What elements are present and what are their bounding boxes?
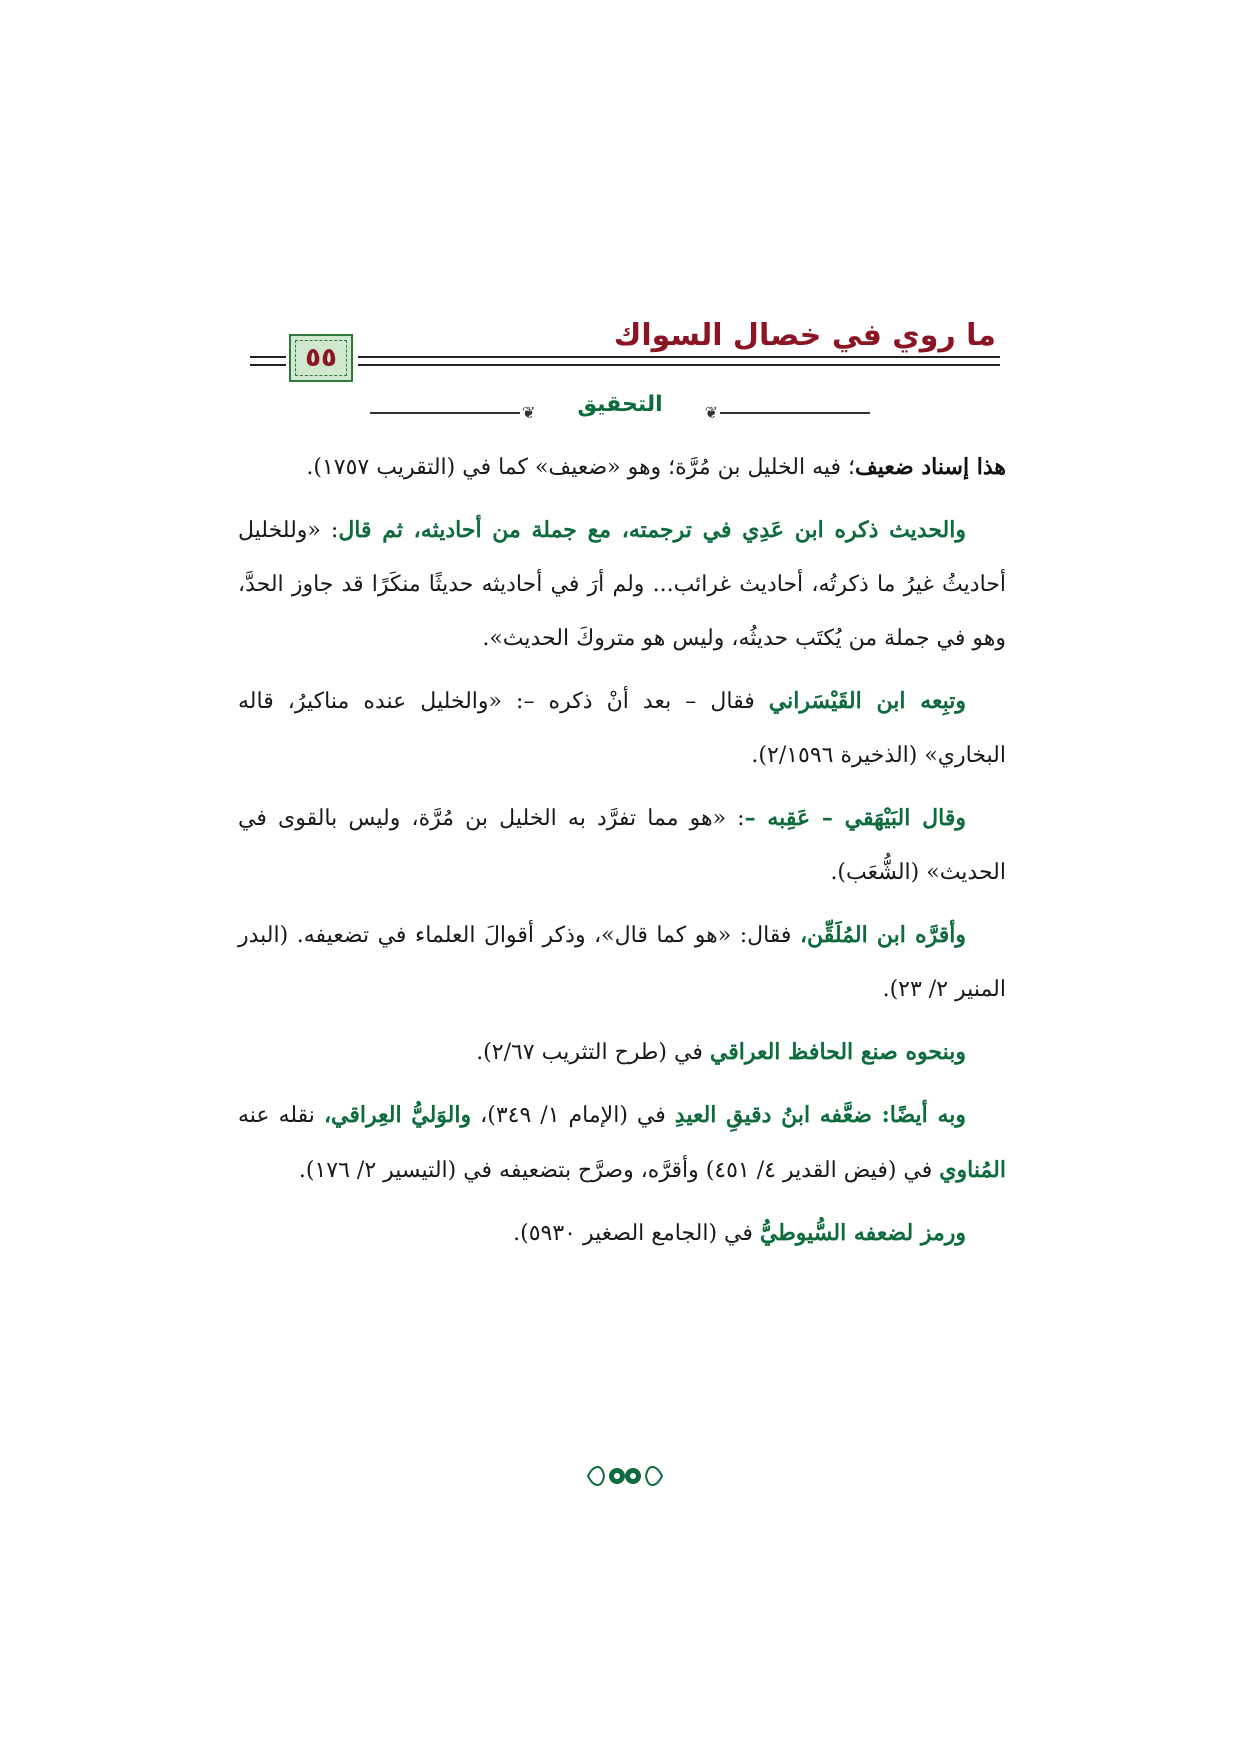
header-rule-bottom bbox=[358, 364, 1000, 366]
highlighted-phrase: وبه أيضًا: ضعَّفه ابنُ دقيقِ العيدِ bbox=[674, 1102, 967, 1128]
header-rule-left-bottom bbox=[250, 364, 286, 366]
paragraph-5 bbox=[238, 908, 1006, 1017]
highlighted-phrase: وبنحوه صنع الحافظ العراقي bbox=[709, 1039, 966, 1065]
body-text bbox=[238, 440, 1006, 1269]
highlighted-phrase: ورمز لضعفه السُّيوطيُّ bbox=[759, 1220, 966, 1246]
section-title: التحقيق bbox=[577, 392, 663, 417]
highlighted-phrase: والحديث ذكره ابن عَدِي في ترجمته، مع جملة من أحاديثه، ثم قال bbox=[338, 517, 966, 543]
page-number-badge bbox=[289, 334, 353, 382]
text-run: فقال – بعد أنْ ذكره –: «والخليل عنده مناكيرُ، قاله البخاري» (الذخيرة ٢/١٥٩٦). bbox=[238, 689, 1006, 768]
highlighted-phrase: والوَليُّ العِراقي، bbox=[323, 1102, 472, 1128]
text-run: في (الإمام ١/ ٣٤٩)، bbox=[471, 1103, 675, 1128]
floral-end-ornament-icon bbox=[580, 1456, 670, 1496]
text-run: ؛ فيه الخليل بن مُرَّة؛ وهو «ضعيف» كما في (التقريب ١٧٥٧). bbox=[306, 455, 856, 480]
paragraph-6 bbox=[238, 1025, 1006, 1080]
text-run: نقله عنه bbox=[238, 1103, 324, 1128]
running-header-title: ما روي في خصال السواك bbox=[613, 318, 996, 353]
highlighted-phrase: وأقرَّه ابن المُلَقِّن، bbox=[799, 922, 966, 948]
section-heading bbox=[370, 390, 870, 430]
heading-line-right bbox=[720, 412, 870, 414]
bold-phrase: هذا إسناد ضعيف bbox=[855, 454, 1006, 480]
text-run: في (فيض القدير ٤/ ٤٥١) وأقرَّه، وصرَّح بتضعيفه في (التيسير ٢/ ١٧٦). bbox=[298, 1158, 940, 1183]
header-rule-top bbox=[358, 356, 1000, 358]
heading-ornament-right-icon: ❦ bbox=[704, 403, 718, 422]
paragraph-4 bbox=[238, 791, 1006, 900]
page-number: ٥٥ bbox=[305, 343, 337, 373]
heading-ornament-left-icon: ❦ bbox=[522, 403, 536, 422]
text-run: : «وللخليل أحاديثُ غيرُ ما ذكرتُه، أحاديث غرائب... ولم أرَ في أحاديثه حديثًا منكَرًا قد جاوز الحدَّ، وهو في جملة من يُكتَب حديثُه، وليس هو متروكَ الحديث». bbox=[238, 518, 1006, 651]
paragraph-3 bbox=[238, 674, 1006, 783]
highlighted-phrase: وقال البَيْهَقي – عَقِبه – bbox=[744, 805, 966, 831]
heading-line-left bbox=[370, 412, 520, 414]
paragraph-2 bbox=[238, 503, 1006, 666]
text-run: في (طرح التثريب ٢/٦٧). bbox=[476, 1040, 710, 1065]
header-rule-left-top bbox=[250, 356, 286, 358]
paragraph-1 bbox=[238, 440, 1006, 495]
text-run: فقال: «هو كما قال»، وذكر أقوالَ العلماء في تضعيفه. (البدر المنير ٢/ ٢٣). bbox=[238, 923, 1006, 1002]
paragraph-7 bbox=[238, 1088, 1006, 1198]
highlighted-phrase: المُناوي bbox=[939, 1157, 1006, 1183]
text-run: في (الجامع الصغير ٥٩٣٠). bbox=[513, 1221, 760, 1246]
paragraph-8 bbox=[238, 1206, 1006, 1261]
highlighted-phrase: وتبِعه ابن القَيْسَراني bbox=[768, 688, 966, 714]
text-run: : «هو مما تفرَّد به الخليل بن مُرَّة، وليس بالقوى في الحديث» (الشُّعَب). bbox=[238, 806, 1006, 885]
